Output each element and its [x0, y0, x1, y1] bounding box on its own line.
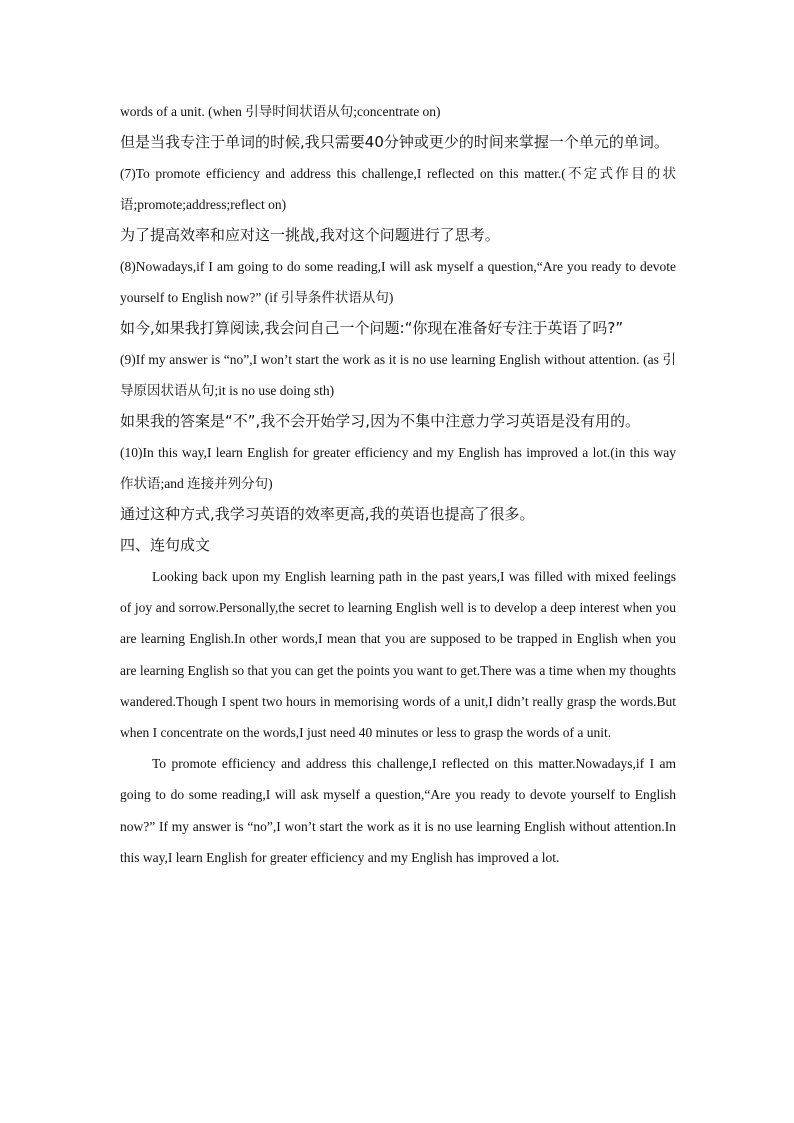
sentence-8-english: (8)Nowadays,if I am going to do some reading,I will ask myself a question,“Are you ready to devote yourself to English now?” (if 引导条件状语从句) [120, 259, 676, 305]
section-heading: 四、连句成文 [120, 536, 211, 554]
sentence-7-chinese: 为了提高效率和应对这一挑战,我对这个问题进行了思考。 [120, 226, 500, 244]
sentence-10-chinese: 通过这种方式,我学习英语的效率更高,我的英语也提高了很多。 [120, 505, 535, 523]
essay-paragraph-2: To promote efficiency and address this challenge,I reflected on this matter.Nowadays,if I am going to do some reading,I will ask myself a question,“Are you ready to devote yourself to English now?” If my answer is “no”,I won’t start the work as it is no use learning English without attention.In this way,I learn English for greater efficiency and my English has improved a lot. [120, 756, 676, 865]
sentence-6-chinese: 但是当我专注于单词的时候,我只需要40分钟或更少的时间来掌握一个单元的单词。 [120, 133, 669, 151]
document-page [120, 96, 676, 873]
sentence-7-english: (7)To promote efficiency and address this challenge,I reflected on this matter.(不定式作目的状语;promote;address;reflect on) [120, 166, 676, 212]
sentence-6-english-end: words of a unit. (when 引导时间状语从句;concentrate on) [120, 104, 441, 119]
sentence-10-english: (10)In this way,I learn English for greater efficiency and my English has improved a lot.(in this way 作状语;and 连接并列分句) [120, 445, 676, 491]
sentence-9-chinese: 如果我的答案是“不”,我不会开始学习,因为不集中注意力学习英语是没有用的。 [120, 412, 641, 430]
sentence-8-chinese: 如今,如果我打算阅读,我会问自己一个问题:“你现在准备好专注于英语了吗?” [120, 319, 624, 337]
sentence-9-english: (9)If my answer is “no”,I won’t start the work as it is no use learning English without attention. (as 引导原因状语从句;it is no use doing sth) [120, 352, 676, 398]
essay-paragraph-1: Looking back upon my English learning path in the past years,I was filled with mixed feelings of joy and sorrow.Personally,the secret to learning English well is to develop a deep interest when you are learning English.In other words,I mean that you are supposed to be trapped in English when you are learning English so that you can get the points you want to get.There was a time when my thoughts wandered.Though I spent two hours in memorising words of a unit,I didn’t really grasp the words.But when I concentrate on the words,I just need 40 minutes or less to grasp the words of a unit. [120, 569, 676, 741]
